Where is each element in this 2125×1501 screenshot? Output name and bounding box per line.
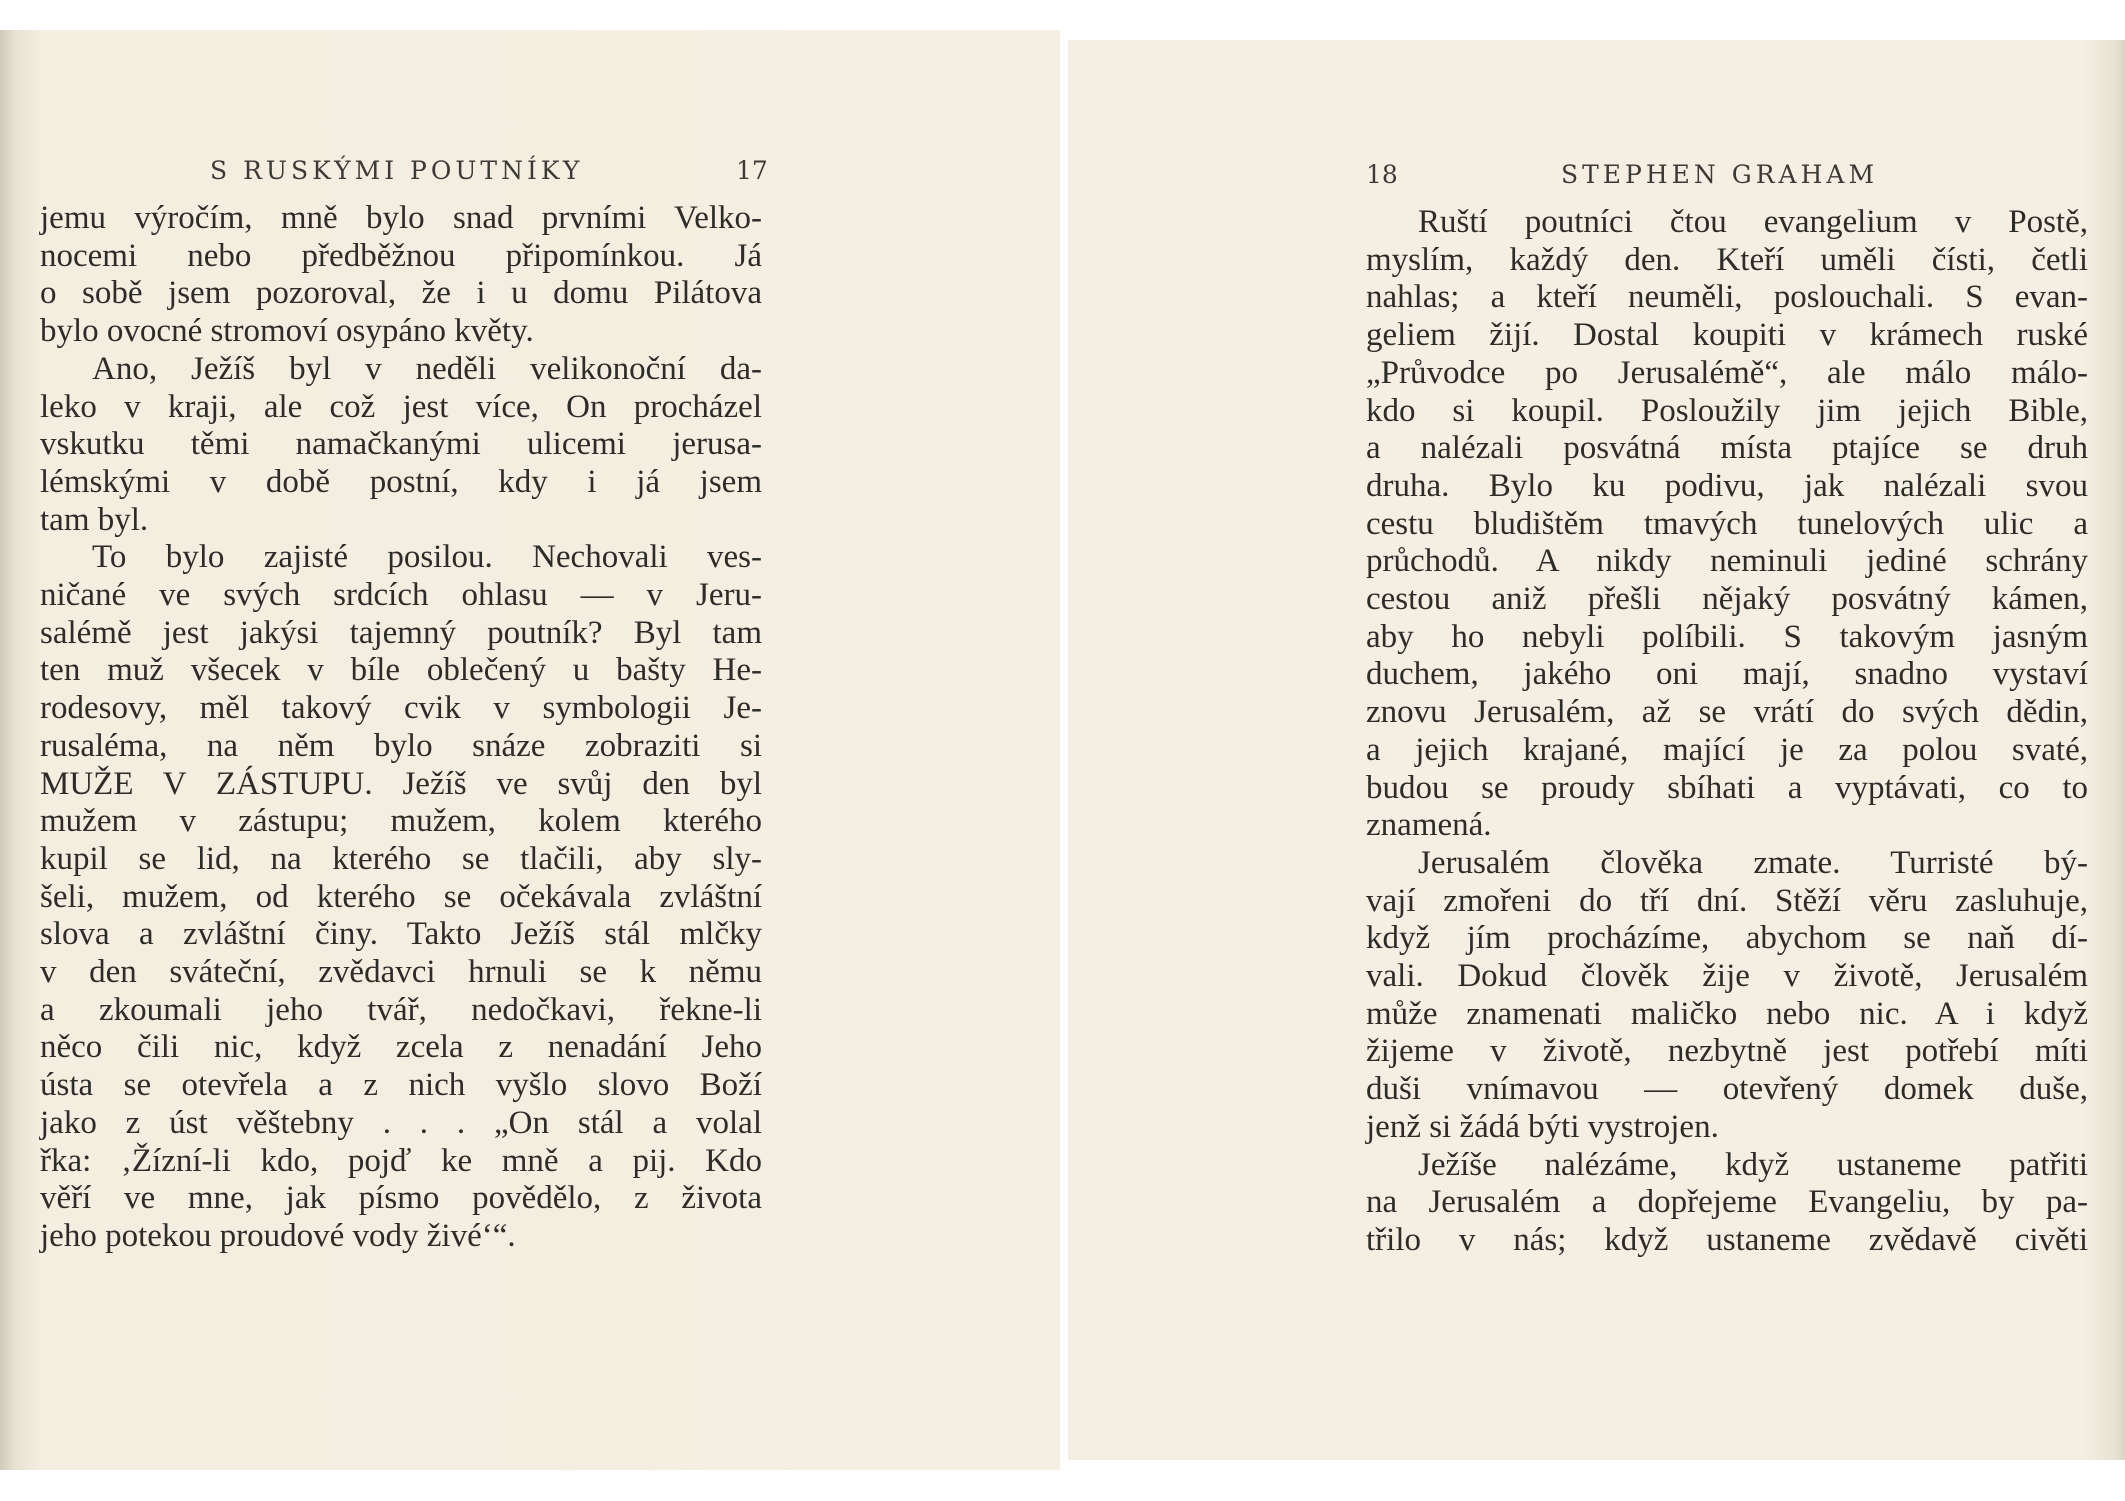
text-line: může znamenati maličko nebo nic. A i když (1366, 995, 2088, 1032)
text-line: kupil se lid, na kterého se tlačili, aby sly- (40, 840, 762, 877)
text-line: v den sváteční, zvědavci hrnuli se k němu (40, 954, 762, 991)
text-line: duchem, jakého oni mají, snadno vystaví (1366, 656, 2088, 693)
page-number: 17 (736, 156, 768, 185)
left-page (0, 30, 1060, 1470)
text-line: aby ho nebyli políbili. S takovým jasným (1366, 618, 2088, 655)
text-line: cestu bludištěm tmavých tunelových ulic a (1366, 505, 2088, 542)
text-line: šeli, mužem, od kterého se očekávala zvláštní (40, 878, 762, 915)
paragraph-start-line: Ruští poutníci čtou evangelium v Postě, (1418, 204, 2088, 240)
text-line: vskutku těmi namačkanými ulicemi jerusa- (40, 426, 762, 463)
text-line: něco čili nic, když zcela z nenadání Jeho (40, 1029, 762, 1066)
text-line: kdo si koupil. Posloužily jim jejich Bible, (1366, 392, 2088, 429)
text-line: jeho potekou proudové vody živé‘“. (40, 1217, 516, 1254)
text-line: a jejich krajané, mající je za polou svaté, (1366, 731, 2088, 768)
text-line: duši vnímavou — otevřený domek duše, (1366, 1071, 2088, 1108)
text-line: o sobě jsem pozoroval, že i u domu Pilátova (40, 275, 762, 312)
text-line: jenž si žádá býti vystrojen. (1366, 1108, 1719, 1145)
page-number: 18 (1366, 160, 1398, 189)
running-head: S RUSKÝMI POUTNÍKY (210, 156, 584, 185)
text-line: na Jerusalém a dopřejeme Evangeliu, by pa- (1366, 1184, 2088, 1221)
right-page (1068, 40, 2125, 1460)
body-text (1366, 204, 2088, 1260)
paragraph-start-line: Ježíše nalézáme, když ustaneme patřiti (1418, 1146, 2088, 1183)
text-line: průchodů. A nikdy neminuli jediné schrány (1366, 543, 2088, 580)
text-line: geliem žijí. Dostal koupiti v krámech ruské (1366, 317, 2088, 354)
paragraph-start-line: Ano, Ježíš byl v neděli velikonoční da- (92, 350, 762, 387)
text-line: rusaléma, na něm bylo snáze zobraziti si (40, 727, 762, 764)
text-line: jako z úst věštebny . . . „On stál a volal (40, 1104, 762, 1141)
text-line: nocemi nebo předběžnou připomínkou. Já (40, 237, 762, 274)
text-line: ústa se otevřela a z nich vyšlo slovo Boží (40, 1067, 762, 1104)
text-line: rodesovy, měl takový cvik v symbologii Je- (40, 690, 762, 727)
paragraph-start-line: Jerusalém člověka zmate. Turristé bý- (1418, 844, 2088, 881)
body-text (40, 200, 762, 1256)
text-line: budou se proudy sbíhati a vyptávati, co to (1366, 769, 2088, 806)
text-line: mužem v zástupu; mužem, kolem kterého (40, 803, 762, 840)
text-line: vají zmořeni do tří dní. Stěží věru zasluhuje, (1366, 882, 2088, 919)
text-line: leko v kraji, ale což jest více, On procházel (40, 388, 762, 425)
text-line: tam byl. (40, 501, 149, 538)
text-line: nahlas; a kteří neuměli, poslouchali. S evan- (1366, 279, 2088, 316)
text-line: cestou aniž přešli nějaký posvátný kámen, (1366, 581, 2088, 618)
text-line: druha. Bylo ku podivu, jak nalézali svou (1366, 467, 2088, 504)
text-line: lémskými v době postní, kdy i já jsem (40, 463, 762, 500)
text-line: vali. Dokud člověk žije v životě, Jerusalém (1366, 958, 2088, 995)
text-line: žijeme v životě, nezbytně jest potřebí míti (1366, 1033, 2088, 1070)
text-line: ten muž všecek v bíle oblečený u bašty He- (40, 652, 762, 689)
text-line: MUŽE V ZÁSTUPU. Ježíš ve svůj den byl (40, 765, 762, 802)
text-line: znovu Jerusalém, až se vrátí do svých dědin, (1366, 694, 2088, 731)
text-line: a zkoumali jeho tvář, nedočkavi, řekne-li (40, 991, 762, 1028)
text-line: slova a zvláštní činy. Takto Ježíš stál mlčky (40, 916, 762, 953)
paragraph-start-line: To bylo zajisté posilou. Nechovali ves- (92, 539, 762, 576)
text-line: znamená. (1366, 807, 1492, 844)
text-line: ničané ve svých srdcích ohlasu — v Jeru- (40, 577, 762, 614)
text-line: bylo ovocné stromoví osypáno květy. (40, 313, 534, 350)
text-line: jemu výročím, mně bylo snad prvními Velko- (40, 200, 762, 236)
text-line: salémě jest jakýsi tajemný poutník? Byl tam (40, 614, 762, 651)
text-line: věří ve mne, jak písmo povědělo, z života (40, 1180, 762, 1217)
text-line: myslím, každý den. Kteří uměli čísti, četli (1366, 241, 2088, 278)
text-line: třilo v nás; když ustaneme zvědavě civěti (1366, 1221, 2088, 1258)
text-line: a nalézali posvátná místa ptajíce se druh (1366, 430, 2088, 467)
text-line: řka: ‚Žízní-li kdo, pojď ke mně a pij. Kdo (40, 1142, 762, 1179)
text-line: „Průvodce po Jerusalémě“, ale málo málo- (1366, 354, 2088, 391)
running-head: STEPHEN GRAHAM (1561, 160, 1879, 189)
text-line: když jím procházíme, abychom se naň dí- (1366, 920, 2088, 957)
